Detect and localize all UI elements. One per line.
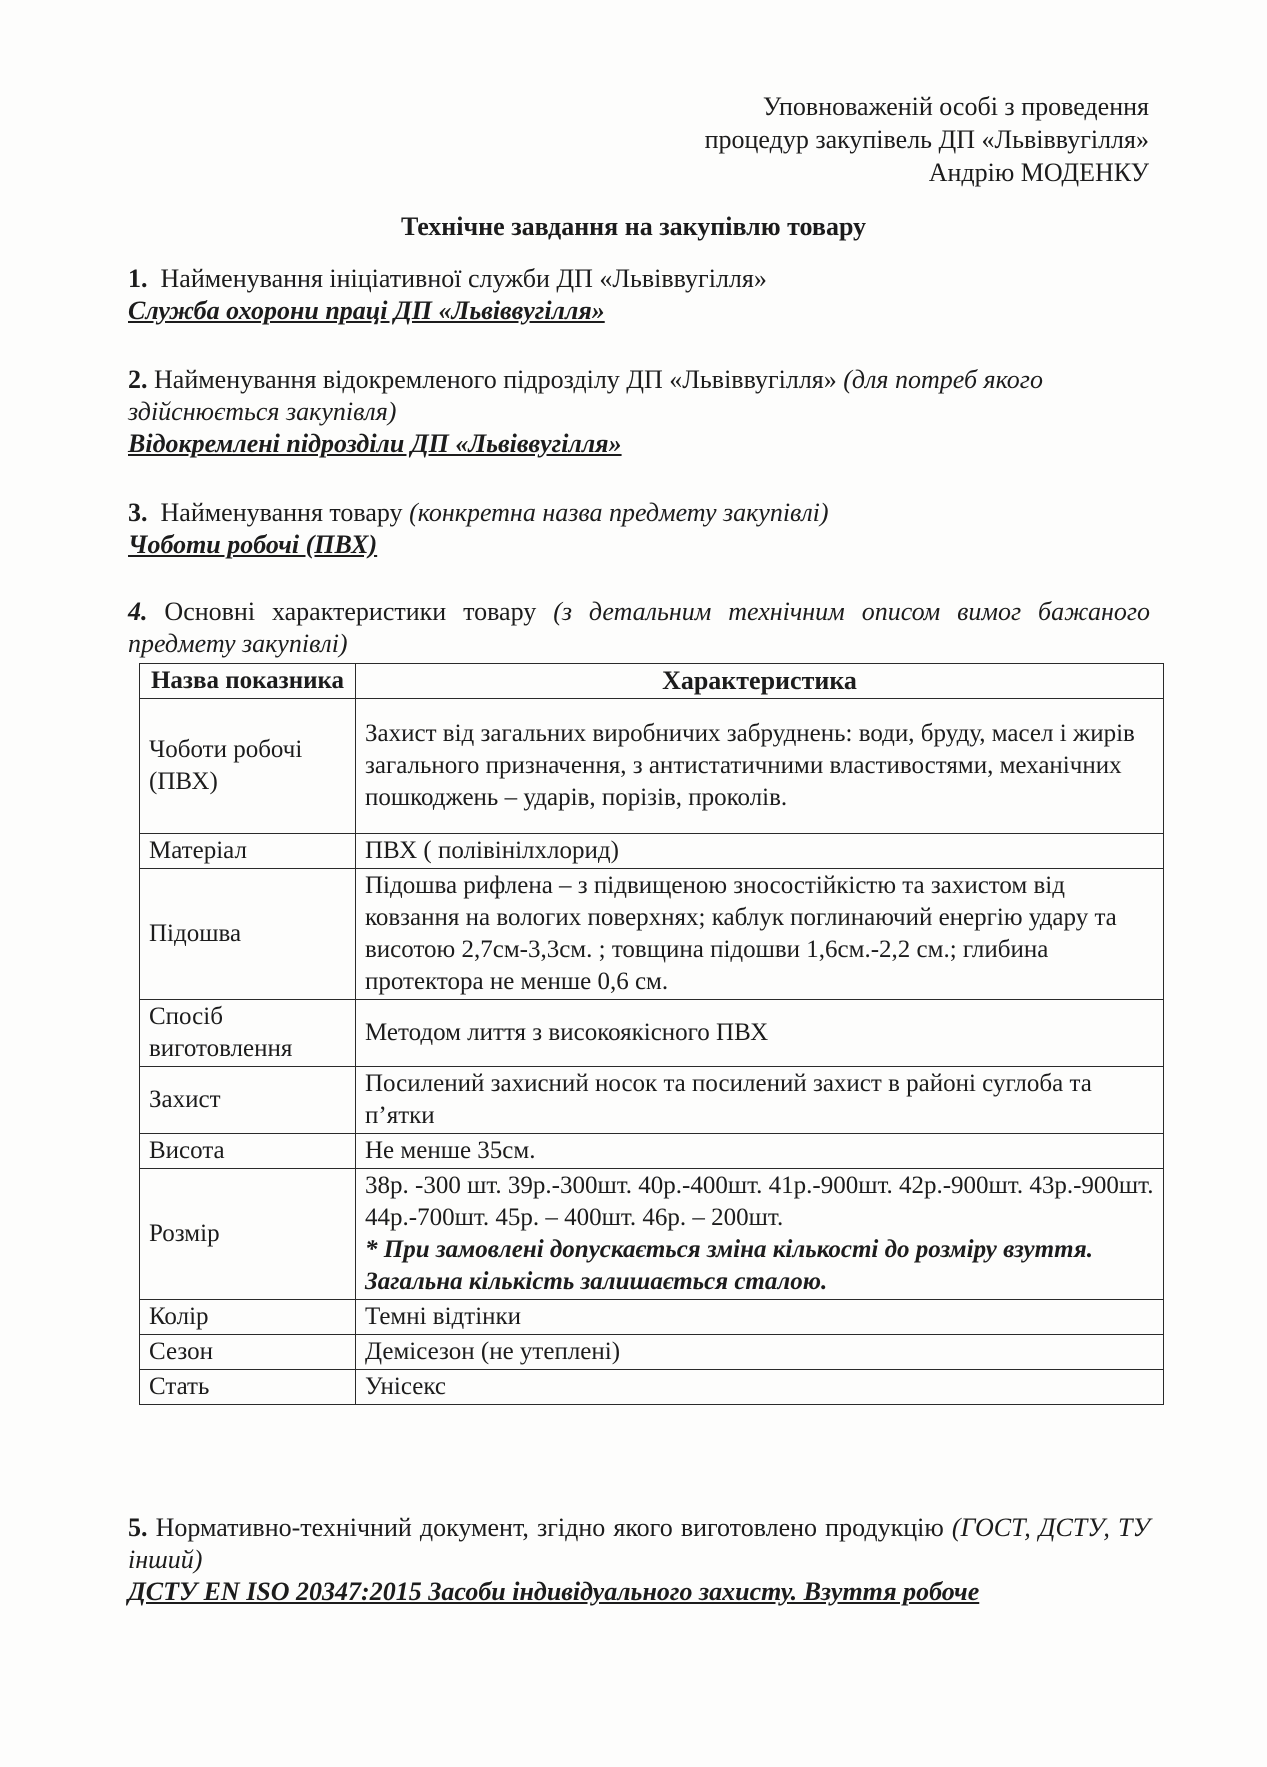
row-value: Демісезон (не утеплені) xyxy=(356,1335,1164,1370)
table-row xyxy=(140,1300,1164,1335)
section-3-number: 3. xyxy=(128,498,148,527)
table-row xyxy=(140,1000,1164,1067)
section-5 xyxy=(128,1512,1150,1608)
section-1-label: Найменування ініціативної служби ДП «Львіввугілля» xyxy=(160,264,767,293)
addressee-block xyxy=(705,90,1149,189)
row-name: Підошва xyxy=(140,869,356,1000)
section-2 xyxy=(128,364,1150,460)
section-2-label: Найменування відокремленого підрозділу ДП «Львіввугілля» xyxy=(154,365,837,394)
row-name: Захист xyxy=(140,1067,356,1134)
specs-table xyxy=(139,663,1164,1405)
table-row xyxy=(140,869,1164,1000)
row-name: Висота xyxy=(140,1134,356,1169)
row-value: ПВХ ( полівінілхлорид) xyxy=(356,834,1164,869)
row-value: Темні відтінки xyxy=(356,1300,1164,1335)
row-name: Чоботи робочі (ПВХ) xyxy=(140,699,356,834)
table-row xyxy=(140,834,1164,869)
section-1 xyxy=(128,263,1150,327)
section-3 xyxy=(128,497,1150,561)
section-3-hint: (конкретна назва предмету закупівлі) xyxy=(409,498,829,527)
table-row xyxy=(140,1067,1164,1134)
row-value: Захист від загальних виробничих забруднень: води, бруду, масел і жирів загального призначення, з антистатичними властивостями, механічних пошкоджень – ударів, порізів, проколів. xyxy=(356,699,1164,834)
row-name: Розмір xyxy=(140,1169,356,1300)
section-4-number: 4. xyxy=(128,597,148,626)
row-value: Методом лиття з високоякісного ПВХ xyxy=(356,1000,1164,1067)
row-name: Сезон xyxy=(140,1335,356,1370)
addressee-line-3: Андрію МОДЕНКУ xyxy=(928,158,1149,187)
table-row xyxy=(140,699,1164,834)
row-name: Матеріал xyxy=(140,834,356,869)
section-2-answer: Відокремлені підрозділи ДП «Львіввугілля» xyxy=(128,429,622,458)
header-name: Назва показника xyxy=(140,664,356,699)
table-row xyxy=(140,1134,1164,1169)
section-4-label: Основні характеристики товару xyxy=(164,597,537,626)
row-name: Спосіб виготовлення xyxy=(140,1000,356,1067)
header-characteristic: Характеристика xyxy=(356,664,1164,699)
row-name: Колір xyxy=(140,1300,356,1335)
row-value xyxy=(356,1169,1164,1300)
row-name: Стать xyxy=(140,1370,356,1405)
section-3-answer: Чоботи робочі (ПВХ) xyxy=(128,530,378,559)
addressee-line-1: Уповноваженій особі з проведення xyxy=(762,92,1149,121)
specs-table-header xyxy=(140,664,1164,699)
section-4-hint: (з детальним технічним описом вимог бажаного предмету закупівлі) xyxy=(128,597,1151,658)
size-note: * При замовлені допускається зміна кількості до розміру взуття. Загальна кількість залишається сталою. xyxy=(365,1236,1093,1295)
row-value: Підошва рифлена – з підвищеною зносостійкістю та захистом від ковзання на вологих поверхнях; каблук поглинаючий енергію удару та висотою 2,7см-3,3см. ; товщина підошви 1,6см.-2,2 см.; глибина протектора не менше 0,6 см. xyxy=(356,869,1164,1000)
section-2-hint: (для потреб якого здійснюється закупівля) xyxy=(128,365,1043,426)
row-value: Посилений захисний носок та посилений захист в районі суглоба та п’ятки xyxy=(356,1067,1164,1134)
section-5-answer: ДСТУ EN ISO 20347:2015 Засоби індивідуального захисту. Взуття робоче xyxy=(128,1577,980,1606)
row-value: Не менше 35см. xyxy=(356,1134,1164,1169)
size-quantities: 38р. -300 шт. 39р.-300шт. 40р.-400шт. 41р.-900шт. 42р.-900шт. 43р.-900шт. 44р.-700шт. 45р. – 400шт. 46р. – 200шт. xyxy=(365,1172,1154,1231)
table-row xyxy=(140,1169,1164,1300)
section-5-hint: (ГОСТ, ДСТУ, ТУ інший) xyxy=(128,1513,1151,1574)
table-row xyxy=(140,1370,1164,1405)
addressee-line-2: процедур закупівель ДП «Львіввугілля» xyxy=(704,125,1149,154)
section-5-number: 5. xyxy=(128,1513,148,1542)
section-3-label: Найменування товару xyxy=(160,498,403,527)
table-row xyxy=(140,1335,1164,1370)
section-1-number: 1. xyxy=(128,264,148,293)
document-title: Технічне завдання на закупівлю товару xyxy=(400,212,867,241)
row-value: Унісекс xyxy=(356,1370,1164,1405)
section-4 xyxy=(128,596,1150,660)
section-5-label: Нормативно-технічний документ, згідно якого виготовлено продукцію xyxy=(155,1513,944,1542)
section-1-answer: Служба охорони праці ДП «Львіввугілля» xyxy=(128,296,605,325)
section-2-number: 2. xyxy=(128,365,148,394)
